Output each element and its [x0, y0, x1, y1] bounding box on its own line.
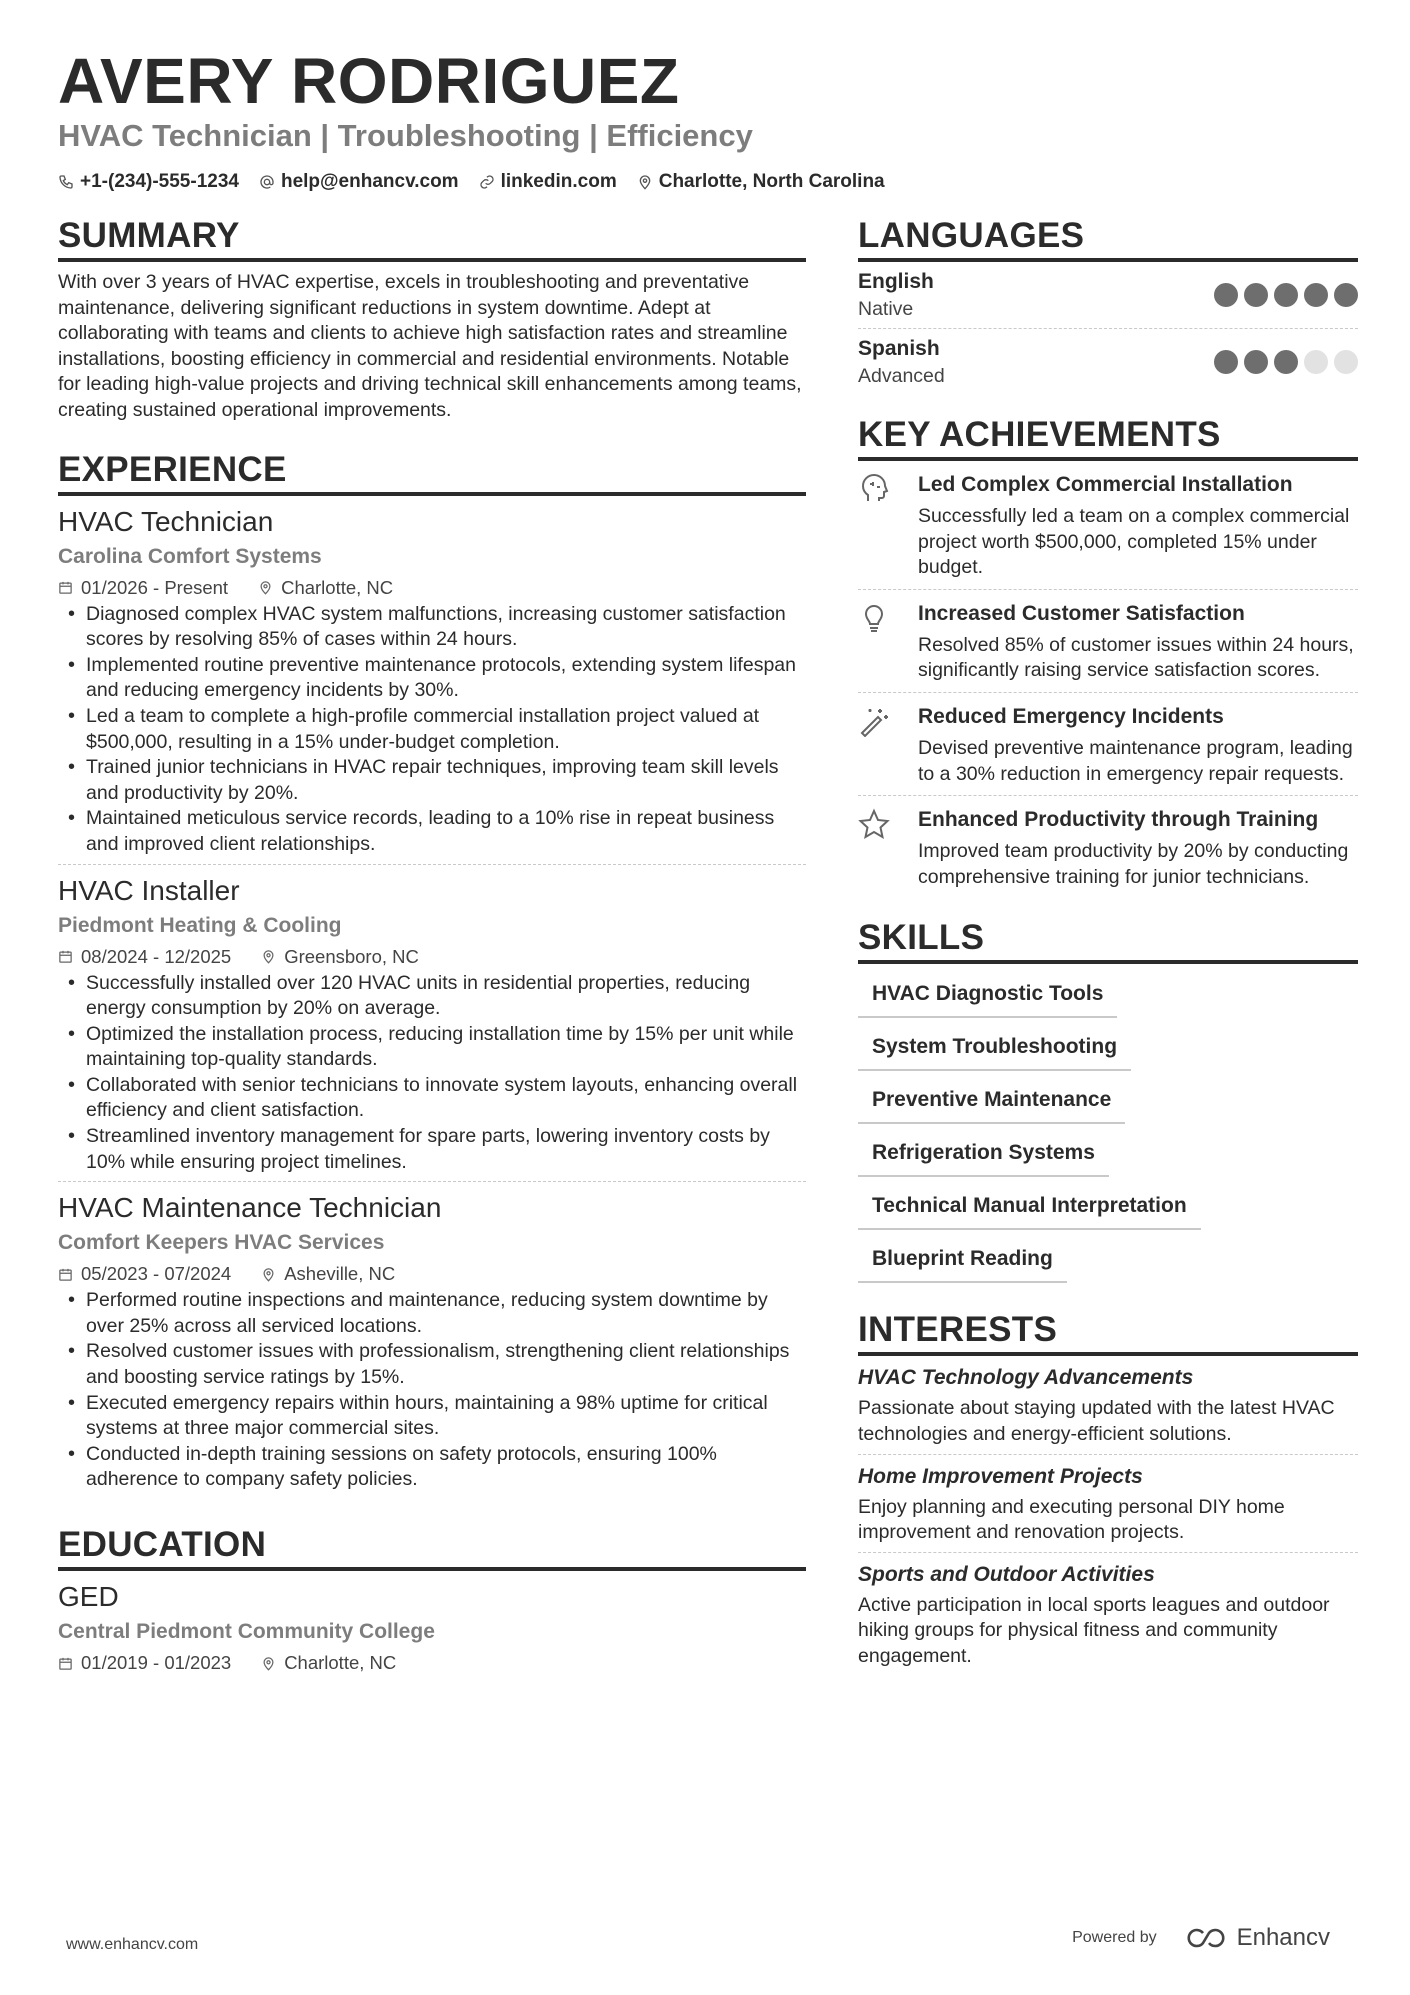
candidate-name: AVERY RODRIGUEZ: [58, 45, 680, 117]
job-title: HVAC Maintenance Technician: [58, 1192, 442, 1224]
language-item: [858, 262, 1358, 329]
experience-title: EXPERIENCE: [58, 448, 806, 496]
achievement-item: [858, 693, 1358, 796]
job-bullet: • Resolved customer issues with professionalism, strengthening client relationships and boosting service ratings by 15%.: [86, 1339, 806, 1390]
job-entry: [58, 1182, 806, 1499]
achievement-title: Led Complex Commercial Installation: [918, 473, 1293, 496]
achievement-title: Reduced Emergency Incidents: [918, 704, 1224, 728]
job-bullet: • Successfully installed over 120 HVAC units in residential properties, reducing energy consumption by 20% on average.: [86, 971, 806, 1022]
achievement-item: [858, 461, 1358, 590]
job-company: Piedmont Heating & Cooling: [58, 913, 342, 937]
job-title: HVAC Installer: [58, 874, 240, 906]
job-bullet: • Executed emergency repairs within hours, maintaining a 98% uptime for critical systems at three major commercial sites.: [86, 1391, 806, 1442]
language-name: Spanish: [858, 337, 940, 360]
rating-dot-filled: [1244, 283, 1268, 307]
calendar-icon: [58, 1656, 73, 1671]
skill-tag: Preventive Maintenance: [858, 1078, 1125, 1124]
contact-email-text: help@enhancv.com: [280, 171, 459, 192]
achievement-desc: Devised preventive maintenance program, leading to a 30% reduction in emergency repair requests.: [918, 736, 1353, 785]
achievement-title: Enhanced Productivity through Training: [918, 808, 1319, 832]
education-section: [58, 1523, 806, 1683]
calendar-icon: [58, 949, 73, 964]
achievements-section: [858, 413, 1358, 898]
job-bullet: • Diagnosed complex HVAC system malfunctions, increasing customer satisfaction scores by resolving 85% of cases within 24 hours.: [86, 602, 806, 653]
left-column: [58, 214, 806, 1683]
education-dates: [58, 1649, 231, 1677]
job-title: HVAC Technician: [58, 505, 274, 537]
location-icon: [261, 1267, 276, 1282]
star-icon: [858, 808, 890, 840]
interest-item: [858, 1455, 1358, 1553]
achievement-desc: Improved team productivity by 20% by conducting comprehensive training for junior technicians.: [918, 840, 1349, 888]
brand-name: Enhancv: [1236, 1924, 1330, 1951]
rating-dot-filled: [1244, 350, 1268, 374]
job-location: [258, 574, 393, 602]
skill-tag: Refrigeration Systems: [858, 1131, 1109, 1177]
job-meta: [58, 943, 806, 971]
interest-desc: Passionate about staying updated with the latest HVAC technologies and energy-efficient solutions.: [858, 1397, 1335, 1445]
calendar-icon: [58, 1267, 73, 1282]
job-dates-text: 05/2023 - 07/2024: [81, 1263, 232, 1285]
job-bullet: • Led a team to complete a high-profile commercial installation project valued at $500,000, resulting in a 15% under-budget completion.: [86, 704, 806, 755]
education-degree: GED: [58, 1581, 119, 1612]
language-name: English: [858, 270, 934, 293]
skills-section: [858, 916, 1358, 1290]
contact-phone[interactable]: [58, 171, 239, 193]
link-icon: [479, 174, 495, 190]
job-location-text: Asheville, NC: [284, 1263, 396, 1285]
interest-title: Sports and Outdoor Activities: [858, 1562, 1155, 1586]
footer-branding: [1072, 1924, 1330, 1952]
location-icon: [637, 174, 653, 190]
education-meta: [58, 1649, 806, 1677]
job-bullet: • Implemented routine preventive maintenance protocols, extending system lifespan and reducing emergency incidents by 30%.: [86, 653, 806, 704]
skill-tag: Technical Manual Interpretation: [858, 1184, 1201, 1230]
summary-text: With over 3 years of HVAC expertise, excels in troubleshooting and preventative maintenance, delivering significant reductions in system downtime. Adept at collaborating with teams and clients to achieve high satisfaction rates and streamline installations, boosting efficiency in commercial and residential environments. Notable for leading high-value projects and driving technical skill enhancements among teams, creating sustained operational improvements.: [58, 271, 802, 421]
interests-title: INTERESTS: [858, 1308, 1358, 1356]
language-level: Advanced: [858, 365, 945, 387]
job-dates-text: 08/2024 - 12/2025: [81, 945, 232, 967]
lightbulb-icon: [858, 602, 890, 634]
summary-section: [58, 214, 806, 424]
job-dates: [58, 943, 231, 971]
achievements-title: KEY ACHIEVEMENTS: [858, 413, 1358, 461]
education-entry: [58, 1571, 806, 1683]
language-item: [858, 329, 1358, 395]
job-meta: [58, 574, 806, 602]
contact-email[interactable]: [259, 171, 459, 193]
job-dates: [58, 574, 228, 602]
phone-icon: [58, 174, 74, 190]
job-entry: [58, 865, 806, 1183]
interest-item: [858, 1356, 1358, 1454]
candidate-headline: HVAC Technician | Troubleshooting | Efficiency: [58, 118, 753, 153]
contact-location: [637, 171, 885, 193]
achievement-desc: Successfully led a team on a complex commercial project worth $500,000, completed 15% under budget.: [918, 505, 1350, 579]
job-bullets: [58, 602, 806, 858]
job-location: [261, 943, 419, 971]
rating-dot-filled: [1304, 283, 1328, 307]
job-company: Comfort Keepers HVAC Services: [58, 1231, 385, 1255]
job-location-text: Greensboro, NC: [284, 945, 419, 967]
education-title: EDUCATION: [58, 1523, 806, 1571]
interests-section: [858, 1308, 1358, 1675]
rating-dot-empty: [1334, 350, 1358, 374]
job-bullet: • Conducted in-depth training sessions on safety protocols, ensuring 100% adherence to company safety policies.: [86, 1442, 806, 1493]
rating-dot-empty: [1304, 350, 1328, 374]
experience-section: [58, 448, 806, 1499]
magic-wand-icon: [858, 705, 890, 737]
interest-item: [858, 1553, 1358, 1676]
summary-title: SUMMARY: [58, 214, 806, 262]
job-bullet: • Streamlined inventory management for spare parts, lowering inventory costs by 10% while ensuring project timelines.: [86, 1124, 806, 1175]
interest-title: Home Improvement Projects: [858, 1464, 1143, 1488]
contact-location-text: Charlotte, North Carolina: [658, 171, 885, 192]
interest-title: HVAC Technology Advancements: [858, 1366, 1194, 1390]
powered-by-label: Powered by: [1072, 1929, 1157, 1946]
language-level: Native: [858, 298, 914, 320]
contact-phone-text: +1-(234)-555-1234: [80, 171, 239, 192]
job-bullets: [58, 1288, 806, 1493]
education-school: Central Piedmont Community College: [58, 1620, 435, 1643]
achievement-item: [858, 590, 1358, 693]
interest-desc: Enjoy planning and executing personal DIY home improvement and renovation projects.: [858, 1495, 1285, 1544]
interest-desc: Active participation in local sports leagues and outdoor hiking groups for physical fitness and community engagement.: [858, 1593, 1330, 1667]
job-bullet: • Optimized the installation process, reducing installation time by 15% per unit while maintaining top-quality standards.: [86, 1022, 806, 1073]
skill-tag: HVAC Diagnostic Tools: [858, 972, 1117, 1018]
rating-dot-filled: [1274, 350, 1298, 374]
at-icon: [259, 174, 275, 190]
job-bullet: • Collaborated with senior technicians to innovate system layouts, enhancing overall efficiency and client satisfaction.: [86, 1073, 806, 1124]
language-rating: [1208, 350, 1358, 374]
skill-tag: Blueprint Reading: [858, 1237, 1067, 1283]
language-rating: [1208, 283, 1358, 307]
skills-title: SKILLS: [858, 916, 1358, 964]
job-location: [261, 1260, 395, 1288]
calendar-icon: [58, 580, 73, 595]
rating-dot-filled: [1214, 283, 1238, 307]
right-column: [858, 214, 1358, 1676]
enhancv-logo-icon: [1183, 1925, 1229, 1951]
location-icon: [261, 1656, 276, 1671]
job-meta: [58, 1260, 806, 1288]
enhancv-logo[interactable]: [1183, 1924, 1330, 1952]
contact-linkedin-text: linkedin.com: [500, 171, 617, 192]
job-bullets: [58, 971, 806, 1176]
job-dates: [58, 1260, 231, 1288]
skills-list: [858, 972, 1358, 1290]
achievement-desc: Resolved 85% of customer issues within 24 hours, significantly raising service satisfaction scores.: [918, 633, 1354, 682]
job-bullet: • Trained junior technicians in HVAC repair techniques, improving team skill levels and productivity by 20%.: [86, 755, 806, 806]
languages-section: [858, 214, 1358, 395]
head-icon: [858, 473, 890, 505]
location-icon: [261, 949, 276, 964]
rating-dot-filled: [1214, 350, 1238, 374]
job-bullet: • Performed routine inspections and maintenance, reducing system downtime by over 25% across all serviced locations.: [86, 1288, 806, 1339]
contact-linkedin[interactable]: [479, 171, 617, 193]
education-location-text: Charlotte, NC: [284, 1652, 397, 1673]
languages-title: LANGUAGES: [858, 214, 1358, 262]
education-location: [261, 1649, 396, 1677]
achievement-title: Increased Customer Satisfaction: [918, 601, 1245, 625]
rating-dot-filled: [1334, 283, 1358, 307]
job-location-text: Charlotte, NC: [281, 576, 394, 598]
rating-dot-filled: [1274, 283, 1298, 307]
skill-tag: System Troubleshooting: [858, 1025, 1131, 1071]
contact-bar: [58, 168, 905, 196]
job-company: Carolina Comfort Systems: [58, 544, 322, 568]
job-bullet: • Maintained meticulous service records, leading to a 10% rise in repeat business and improved client relationships.: [86, 806, 806, 857]
job-dates-text: 01/2026 - Present: [81, 576, 229, 598]
education-dates-text: 01/2019 - 01/2023: [81, 1652, 232, 1673]
location-icon: [258, 580, 273, 595]
footer-website[interactable]: www.enhancv.com: [66, 1936, 199, 1953]
achievement-item: [858, 796, 1358, 898]
job-entry: [58, 496, 806, 865]
